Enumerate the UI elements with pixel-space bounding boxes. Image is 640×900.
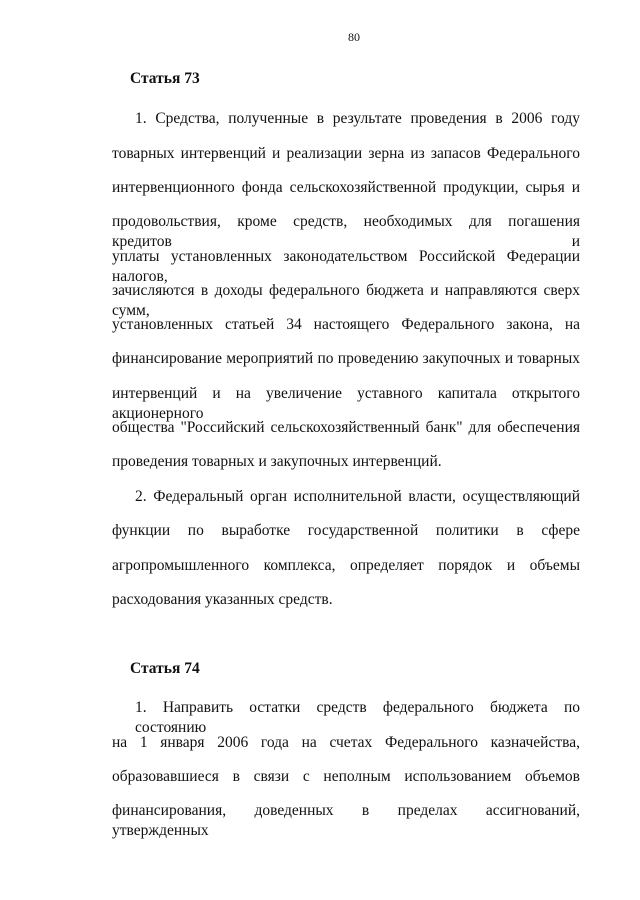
- text-line: проведения товарных и закупочных интервенций.: [112, 453, 442, 470]
- text-line: интервенций и на увеличение уставного капитала открытого акционерного: [112, 385, 580, 422]
- text-line: 1. Средства, полученные в результате проведения в 2006 году: [135, 110, 580, 127]
- text-line: расходования указанных средств.: [112, 591, 333, 608]
- text-line: товарных интервенций и реализации зерна из запасов Федерального: [112, 145, 580, 162]
- article-74-heading: Статья 74: [130, 660, 200, 677]
- text-line: образовавшиеся в связи с неполным использованием объемов: [112, 768, 580, 785]
- text-line: установленных статьей 34 настоящего Федерального закона, на: [112, 316, 580, 333]
- article-73-heading: Статья 73: [130, 70, 200, 87]
- page-number: 80: [348, 30, 360, 44]
- text-line: финансирование мероприятий по проведению закупочных и товарных: [112, 350, 580, 367]
- text-line: финансирования, доведенных в пределах ассигнований, утвержденных: [112, 802, 580, 839]
- text-line: уплаты установленных законодательством Российской Федерации налогов,: [112, 248, 580, 285]
- text-line: на 1 января 2006 года на счетах Федерального казначейства,: [112, 734, 580, 751]
- text-line: 1. Направить остатки средств федерального бюджета по состоянию: [135, 699, 580, 736]
- text-line: 2. Федеральный орган исполнительной власти, осуществляющий: [135, 488, 580, 505]
- text-line: интервенционного фонда сельскохозяйственной продукции, сырья и: [112, 179, 580, 196]
- text-line: общества "Российский сельскохозяйственный банк" для обеспечения: [112, 419, 580, 436]
- text-line: продовольствия, кроме средств, необходимых для погашения кредитов и: [112, 213, 580, 250]
- text-line: агропромышленного комплекса, определяет порядок и объемы: [112, 557, 580, 574]
- text-line: функции по выработке государственной политики в сфере: [112, 522, 580, 539]
- text-line: зачисляются в доходы федерального бюджета и направляются сверх сумм,: [112, 282, 580, 319]
